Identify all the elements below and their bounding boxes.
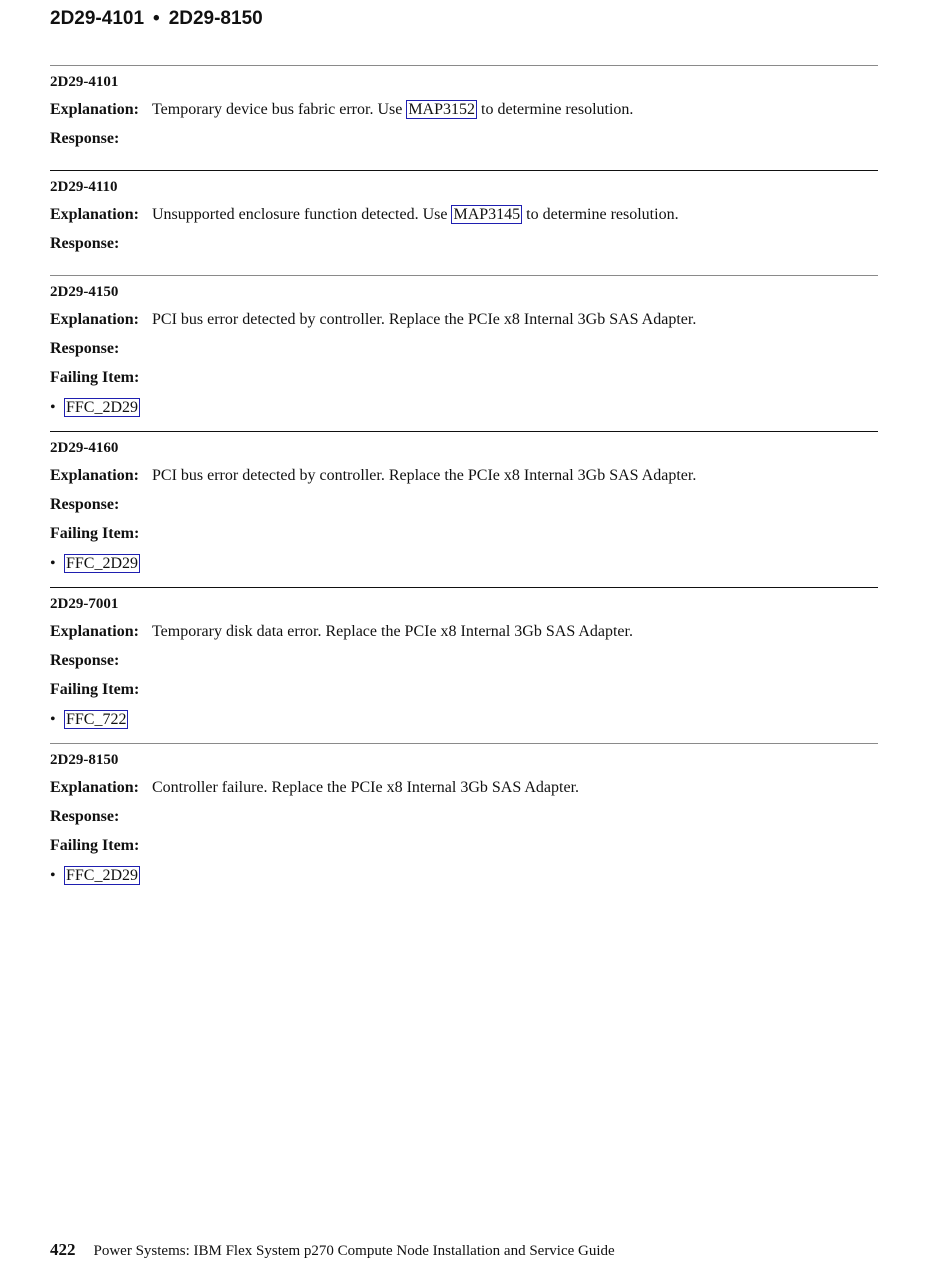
response-label: Response: [50, 340, 120, 357]
map-link[interactable]: MAP3145 [453, 206, 521, 223]
header-range-start: 2D29-4101 [50, 8, 145, 29]
explanation-label: Explanation: [50, 311, 139, 328]
response-row [50, 651, 878, 671]
error-entry [50, 743, 878, 899]
explanation-text: PCI bus error detected by controller. Replace the PCIe x8 Internal 3Gb SAS Adapter. [152, 467, 697, 484]
response-label: Response: [50, 808, 120, 825]
failing-item-label: Failing Item: [50, 681, 140, 698]
ffc-link[interactable]: FFC_2D29 [66, 555, 139, 572]
page-footer [50, 1240, 615, 1260]
error-code: 2D29-8150 [50, 752, 119, 768]
error-entry [50, 587, 878, 743]
failing-item-label: Failing Item: [50, 369, 140, 386]
error-entry [50, 431, 878, 587]
error-code: 2D29-7001 [50, 596, 119, 612]
failing-item-row [50, 524, 878, 544]
explanation-row [50, 778, 878, 798]
error-code: 2D29-4150 [50, 284, 119, 300]
explanation-text-end: to determine resolution. [522, 206, 679, 223]
response-row [50, 339, 878, 359]
response-row [50, 807, 878, 827]
error-code: 2D29-4110 [50, 179, 118, 195]
error-code-list [50, 65, 878, 899]
failing-item-row [50, 368, 878, 388]
error-entry [50, 65, 878, 170]
explanation-label: Explanation: [50, 779, 139, 796]
book-title: Power Systems: IBM Flex System p270 Compute Node Installation and Service Guide [93, 1243, 615, 1259]
page-header [50, 8, 263, 30]
response-label: Response: [50, 496, 120, 513]
response-label: Response: [50, 130, 120, 147]
failing-item-list-item [50, 709, 878, 731]
failing-item-list-item [50, 397, 878, 419]
response-row [50, 234, 878, 254]
ffc-link[interactable]: FFC_2D29 [66, 399, 139, 416]
failing-item-row [50, 680, 878, 700]
response-row [50, 129, 878, 149]
explanation-row [50, 100, 878, 120]
failing-item-list-item [50, 865, 878, 887]
failing-item-label: Failing Item: [50, 525, 140, 542]
explanation-text-end: to determine resolution. [477, 101, 634, 118]
explanation-text: PCI bus error detected by controller. Replace the PCIe x8 Internal 3Gb SAS Adapter. [152, 311, 697, 328]
explanation-label: Explanation: [50, 623, 139, 640]
bullet: • [50, 399, 56, 416]
explanation-label: Explanation: [50, 467, 139, 484]
explanation-text: Temporary device bus fabric error. Use [152, 101, 407, 118]
header-range-end: 2D29-8150 [168, 8, 263, 29]
map-link[interactable]: MAP3152 [408, 101, 476, 118]
bullet: • [50, 555, 56, 572]
error-code: 2D29-4160 [50, 440, 119, 456]
explanation-row [50, 622, 878, 642]
response-label: Response: [50, 235, 120, 252]
error-entry [50, 170, 878, 275]
failing-item-row [50, 836, 878, 856]
explanation-label: Explanation: [50, 206, 139, 223]
failing-item-list-item [50, 553, 878, 575]
response-row [50, 495, 878, 515]
header-separator: • [153, 8, 160, 29]
bullet: • [50, 867, 56, 884]
explanation-row [50, 310, 878, 330]
explanation-label: Explanation: [50, 101, 139, 118]
ffc-link[interactable]: FFC_722 [66, 711, 127, 728]
explanation-row [50, 205, 878, 225]
explanation-text: Controller failure. Replace the PCIe x8 Internal 3Gb SAS Adapter. [152, 779, 580, 796]
ffc-link[interactable]: FFC_2D29 [66, 867, 139, 884]
page-number: 422 [50, 1240, 76, 1259]
explanation-text: Unsupported enclosure function detected. Use [152, 206, 452, 223]
bullet: • [50, 711, 56, 728]
failing-item-label: Failing Item: [50, 837, 140, 854]
explanation-text: Temporary disk data error. Replace the PCIe x8 Internal 3Gb SAS Adapter. [152, 623, 633, 640]
error-code: 2D29-4101 [50, 74, 119, 90]
error-entry [50, 275, 878, 431]
explanation-row [50, 466, 878, 486]
response-label: Response: [50, 652, 120, 669]
